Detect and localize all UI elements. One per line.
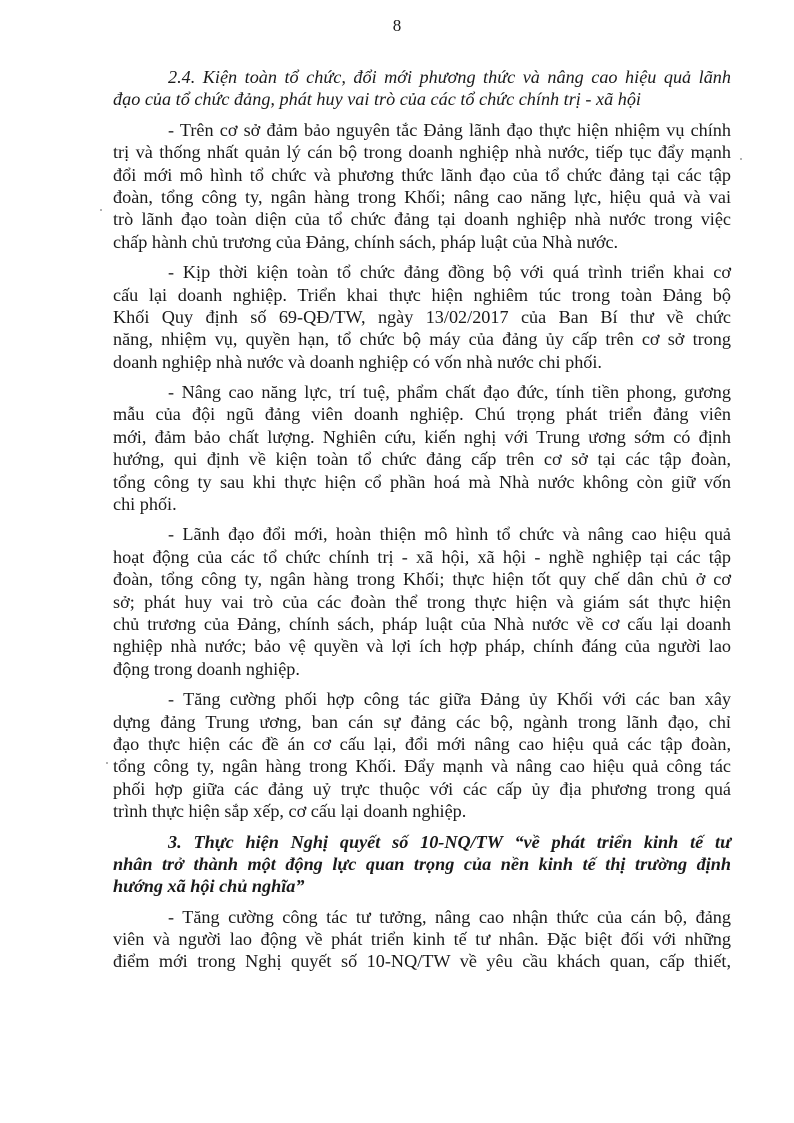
page-number: 8 bbox=[392, 16, 402, 35]
heading-line: hướng xã hội chủ nghĩa” bbox=[113, 876, 305, 897]
paragraph-line: điểm mới trong Nghị quyết số 10-NQ/TW về yêu cầu khách quan, cấp thiết, bbox=[113, 951, 731, 972]
paragraph bbox=[113, 261, 731, 373]
heading-line: đạo của tổ chức đảng, phát huy vai trò của các tổ chức chính trị - xã hội bbox=[113, 89, 641, 110]
paragraph-line: - Lãnh đạo đổi mới, hoàn thiện mô hình tổ chức và nâng cao hiệu quả bbox=[168, 524, 731, 545]
paragraph-line: viên và người lao động về phát triển kinh tế tư nhân. Đặc biệt đối với những bbox=[113, 929, 731, 950]
paragraph-line: - Tăng cường phối hợp công tác giữa Đảng ủy Khối với các ban xây bbox=[168, 689, 731, 710]
paragraph-line: đoàn, tổng công ty, ngân hàng trong Khối; nâng cao năng lực, hiệu quả và vai bbox=[113, 186, 731, 207]
paragraph-line: sở; phát huy vai trò của các đoàn thể trong thực hiện và giám sát thực hiện bbox=[113, 591, 731, 612]
paragraph-line: đổi mới mô hình tổ chức và phương thức lãnh đạo của tổ chức đảng tại các tập bbox=[113, 164, 731, 185]
heading-line: 2.4. Kiện toàn tổ chức, đổi mới phương thức và nâng cao hiệu quả lãnh bbox=[168, 67, 731, 87]
paragraph-line: trình thực hiện sắp xếp, cơ cấu lại doanh nghiệp. bbox=[113, 801, 467, 822]
paragraph-line: đoàn, tổng công ty, ngân hàng trong Khối; thực hiện tốt quy chế dân chủ ở cơ bbox=[113, 569, 731, 590]
section-heading-2-4 bbox=[113, 66, 731, 111]
scan-speck bbox=[100, 209, 102, 211]
paragraph-line: - Tăng cường công tác tư tưởng, nâng cao nhận thức của cán bộ, đảng bbox=[168, 906, 731, 927]
paragraph-line: chi phối. bbox=[113, 494, 177, 515]
paragraph bbox=[113, 381, 731, 515]
paragraph-line: mới, đảm bảo chất lượng. Nghiên cứu, kiến nghị với Trung ương sớm có định bbox=[113, 426, 731, 447]
scan-speck bbox=[740, 158, 742, 160]
paragraph-line: - Nâng cao năng lực, trí tuệ, phẩm chất đạo đức, tính tiền phong, gương bbox=[168, 382, 731, 403]
paragraph-line: năng, nhiệm vụ, quyền hạn, tổ chức bộ máy của đảng ủy cấp trên cơ sở trong bbox=[113, 329, 731, 350]
document-body bbox=[113, 66, 731, 973]
section-heading-3 bbox=[113, 831, 731, 898]
paragraph-line: mẫu của đội ngũ đảng viên doanh nghiệp. Chú trọng phát triển đảng viên bbox=[113, 404, 731, 425]
paragraph-line: tổng công ty sau khi thực hiện cổ phần hoá mà Nhà nước không còn giữ vốn bbox=[113, 471, 731, 492]
paragraph-line: cấu lại doanh nghiệp. Triển khai thực hiện nghiêm túc trong toàn Đảng bộ bbox=[113, 284, 731, 305]
paragraph-line: trị và thống nhất quản lý cán bộ trong doanh nghiệp nhà nước, tiếp tục đẩy mạnh bbox=[113, 142, 731, 163]
paragraph-line: dựng đảng Trung ương, ban cán sự đảng các bộ, ngành trong lãnh đạo, chỉ bbox=[113, 711, 731, 732]
paragraph-line: chấp hành chủ trương của Đảng, chính sách, pháp luật của Nhà nước. bbox=[113, 231, 619, 252]
paragraph-line: phối hợp giữa các đảng uỷ trực thuộc với các cấp ủy địa phương trong quá bbox=[113, 778, 731, 799]
heading-line: nhân trở thành một động lực quan trọng của nền kinh tế thị trường định bbox=[113, 853, 731, 874]
paragraph bbox=[113, 119, 731, 253]
paragraph-line: nghiệp nhà nước; bảo vệ quyền và lợi ích hợp pháp, chính đáng của người lao bbox=[113, 636, 731, 657]
paragraph-line: Khối Quy định số 69-QĐ/TW, ngày 13/02/2017 của Ban Bí thư về chức bbox=[113, 306, 731, 327]
paragraph-line: hướng, qui định về kiện toàn tổ chức đảng cấp trên cơ sở tại các tập đoàn, bbox=[113, 449, 731, 470]
paragraph bbox=[113, 906, 731, 973]
paragraph-line: trò lãnh đạo toàn diện của tổ chức đảng tại doanh nghiệp nhà nước trong việc bbox=[113, 209, 731, 230]
paragraph-line: chủ trương của Đảng, chính sách, pháp luật của Nhà nước về cơ cấu lại doanh bbox=[113, 613, 731, 634]
paragraph-line: tổng công ty, ngân hàng trong Khối. Đẩy mạnh và nâng cao hiệu quả công tác bbox=[113, 756, 731, 777]
paragraph-line: - Trên cơ sở đảm bảo nguyên tắc Đảng lãnh đạo thực hiện nhiệm vụ chính bbox=[168, 119, 731, 140]
paragraph-line: đạo thực hiện các đề án cơ cấu lại, đổi mới nâng cao hiệu quả các tập đoàn, bbox=[113, 733, 731, 754]
paragraph bbox=[113, 688, 731, 822]
paragraph-line: - Kịp thời kiện toàn tổ chức đảng đồng bộ với quá trình triển khai cơ bbox=[168, 262, 731, 283]
scan-speck bbox=[106, 762, 108, 764]
paragraph-line: động trong doanh nghiệp. bbox=[113, 658, 300, 679]
paragraph-line: doanh nghiệp nhà nước và doanh nghiệp có vốn nhà nước chi phối. bbox=[113, 351, 602, 372]
paragraph bbox=[113, 523, 731, 680]
heading-line: 3. Thực hiện Nghị quyết số 10-NQ/TW “về phát triển kinh tế tư bbox=[168, 831, 731, 852]
paragraph-line: hoạt động của các tổ chức chính trị - xã hội, xã hội - nghề nghiệp tại các tập bbox=[113, 546, 731, 567]
